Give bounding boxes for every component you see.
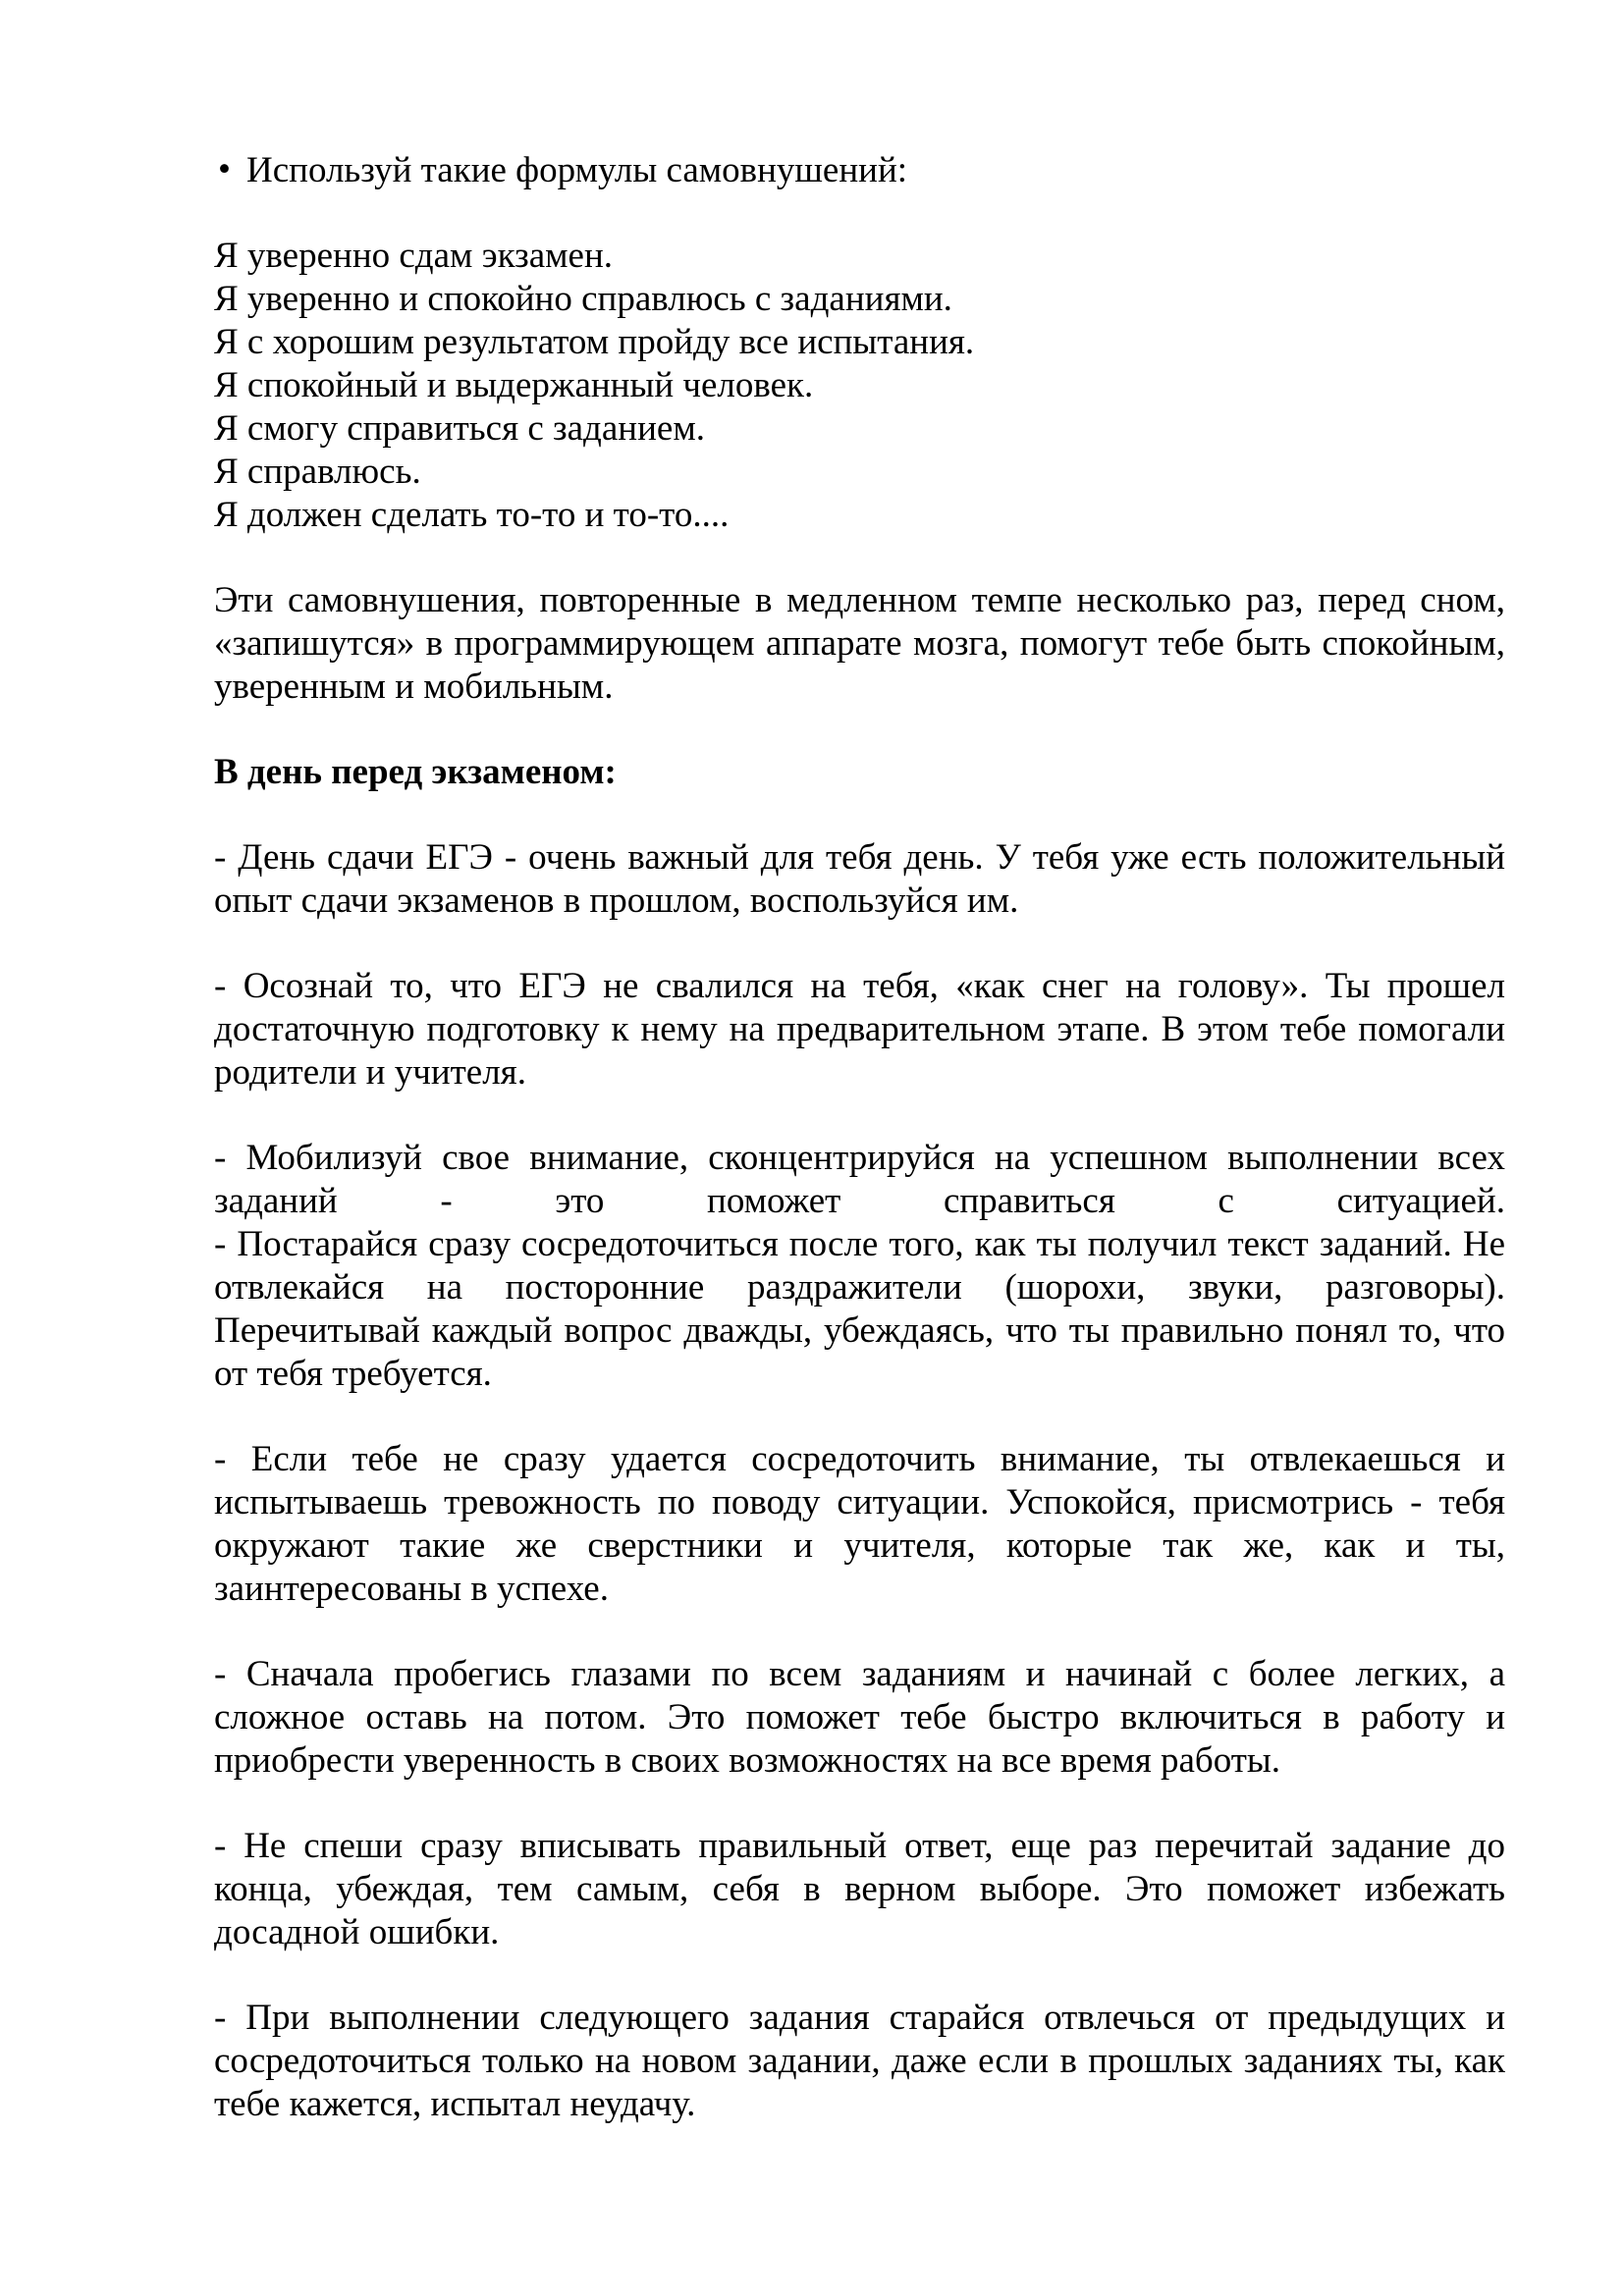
bullet-icon: • xyxy=(218,149,231,189)
affirmation-line: Я уверенно и спокойно справлюсь с заданиями. xyxy=(214,279,952,319)
affirmation-line: Я справлюсь. xyxy=(214,452,421,492)
section-heading: В день перед экзаменом: xyxy=(214,752,617,792)
tip-focus: - Если тебе не сразу удается сосредоточить внимание, ты отвлекаешься и испытываешь тревожность по поводу ситуации. Успокойся, присмотрись - тебя окружают такие же сверстники и учителя, которые так же, как и ты, заинтересованы в успехе. xyxy=(214,1439,1505,1609)
tip-skim-tasks: - Сначала пробегись глазами по всем заданиям и начинай с более легких, а сложное оставь на потом. Это поможет тебе быстро включиться в работу и приобрести уверенность в своих возможностях на все время работы. xyxy=(214,1654,1505,1781)
tip-mobilize-part1: - Мобилизуй свое внимание, сконцентрируйся на успешном выполнении всех заданий - это поможет справиться с ситуацией. xyxy=(214,1138,1505,1221)
affirmation-line: Я уверенно сдам экзамен. xyxy=(214,236,614,276)
self-suggestion-note: Эти самовнушения, повторенные в медленном темпе несколько раз, перед сном, «запишутся» в программирующем аппарате мозга, помогут тебе быть спокойным, уверенным и мобильным. xyxy=(214,580,1505,707)
affirmation-line: Я с хорошим результатом пройду все испытания. xyxy=(214,322,975,362)
intro-bullet-item xyxy=(214,149,1505,192)
tip-mobilize xyxy=(214,1137,1505,1396)
tip-realize: - Осознай то, что ЕГЭ не свалился на тебя, «как снег на голову». Ты прошел достаточную подготовку к нему на предварительном этапе. В этом тебе помогали родители и учителя. xyxy=(214,966,1505,1093)
tip-exam-day: - День сдачи ЕГЭ - очень важный для тебя день. У тебя уже есть положительный опыт сдачи экзаменов в прошлом, воспользуйся им. xyxy=(214,837,1505,921)
affirmations-list xyxy=(214,235,1505,537)
affirmation-line: Я должен сделать то-то и то-то.... xyxy=(214,495,730,535)
tip-no-rush: - Не спеши сразу вписывать правильный ответ, еще раз перечитай задание до конца, убеждая, тем самым, себя в верном выборе. Это поможет избежать досадной ошибки. xyxy=(214,1826,1505,1952)
affirmation-line: Я смогу справиться с заданием. xyxy=(214,408,705,449)
affirmation-line: Я спокойный и выдержанный человек. xyxy=(214,365,814,405)
tip-mobilize-part2: - Постарайся сразу сосредоточиться после того, как ты получил текст заданий. Не отвлекайся на посторонние раздражители (шорохи, звуки, разговоры). Перечитывай каждый вопрос дважды, убеждаясь, что ты правильно понял то, что от тебя требуется. xyxy=(214,1224,1505,1394)
tip-next-task: - При выполнении следующего задания старайся отвлечься от предыдущих и сосредоточиться только на новом задании, даже если в прошлых заданиях ты, как тебе кажется, испытал неудачу. xyxy=(214,1998,1505,2124)
intro-bullet-text: Используй такие формулы самовнушений: xyxy=(246,150,908,190)
